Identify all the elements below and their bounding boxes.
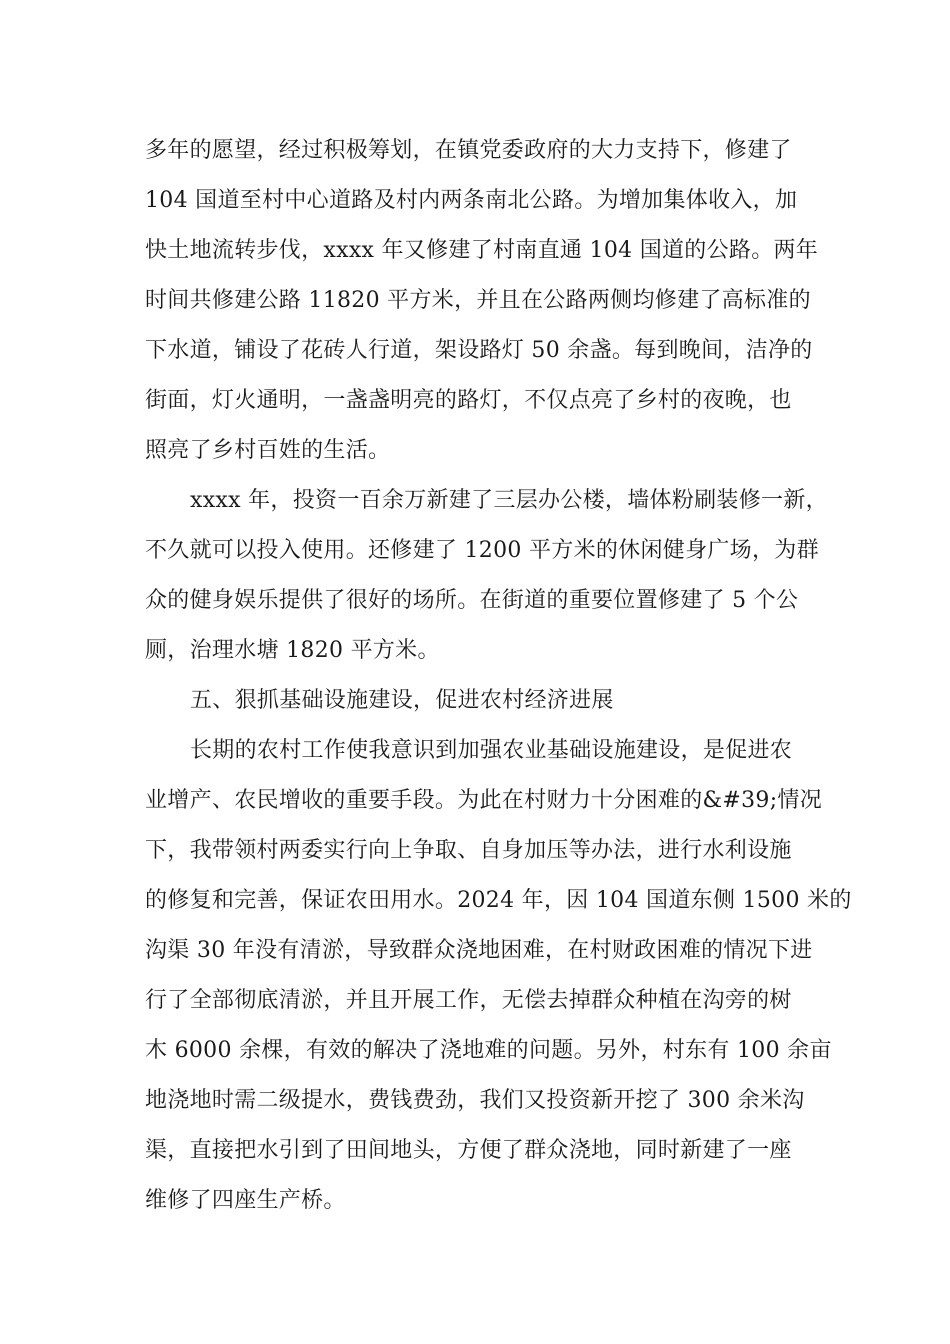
text-line: 渠，直接把水引到了田间地头，方便了群众浇地，同时新建了一座 xyxy=(145,1138,792,1163)
text-line: 下水道，铺设了花砖人行道，架设路灯 50 余盏。每到晚间，洁净的 xyxy=(145,338,813,363)
text-line: 的修复和完善，保证农田用水。2024 年，因 104 国道东侧 1500 米的 xyxy=(145,888,852,913)
text-line: 快土地流转步伐，xxxx 年又修建了村南直通 104 国道的公路。两年 xyxy=(145,238,819,263)
text-line: 街面，灯火通明，一盏盏明亮的路灯，不仅点亮了乡村的夜晚，也 xyxy=(145,388,792,413)
text-line: 时间共修建公路 11820 平方米，并且在公路两侧均修建了高标准的 xyxy=(145,288,811,313)
text-line: 厕，治理水塘 1820 平方米。 xyxy=(145,638,440,663)
text-line: 沟渠 30 年没有清淤，导致群众浇地困难，在村财政困难的情况下进 xyxy=(145,938,813,963)
text-line: 木 6000 余棵，有效的解决了浇地难的问题。另外，村东有 100 余亩 xyxy=(145,1038,832,1063)
text-line: 行了全部彻底清淤，并且开展工作，无偿去掉群众种植在沟旁的树 xyxy=(145,988,792,1013)
section-heading: 五、狠抓基础设施建设，促进农村经济进展 xyxy=(190,688,614,713)
text-line: 长期的农村工作使我意识到加强农业基础设施建设，是促进农 xyxy=(190,738,793,763)
text-line: 下，我带领村两委实行向上争取、自身加压等办法，进行水利设施 xyxy=(145,838,792,863)
text-line: 104 国道至村中心道路及村内两条南北公路。为增加集体收入，加 xyxy=(145,188,798,213)
text-line: 不久就可以投入使用。还修建了 1200 平方米的休闲健身广场，为群 xyxy=(145,538,819,563)
text-line: 业增产、农民增收的重要手段。为此在村财力十分困难的&#39;情况 xyxy=(145,788,823,813)
text-line: 众的健身娱乐提供了很好的场所。在街道的重要位置修建了 5 个公 xyxy=(145,588,799,613)
text-line: xxxx 年，投资一百余万新建了三层办公楼，墙体粉刷装修一新， xyxy=(190,488,828,513)
text-line: 照亮了乡村百姓的生活。 xyxy=(145,438,391,463)
text-line: 多年的愿望，经过积极筹划，在镇党委政府的大力支持下，修建了 xyxy=(145,138,792,163)
text-line: 地浇地时需二级提水，费钱费劲，我们又投资新开挖了 300 余米沟 xyxy=(145,1088,805,1113)
text-line: 维修了四座生产桥。 xyxy=(145,1188,346,1213)
